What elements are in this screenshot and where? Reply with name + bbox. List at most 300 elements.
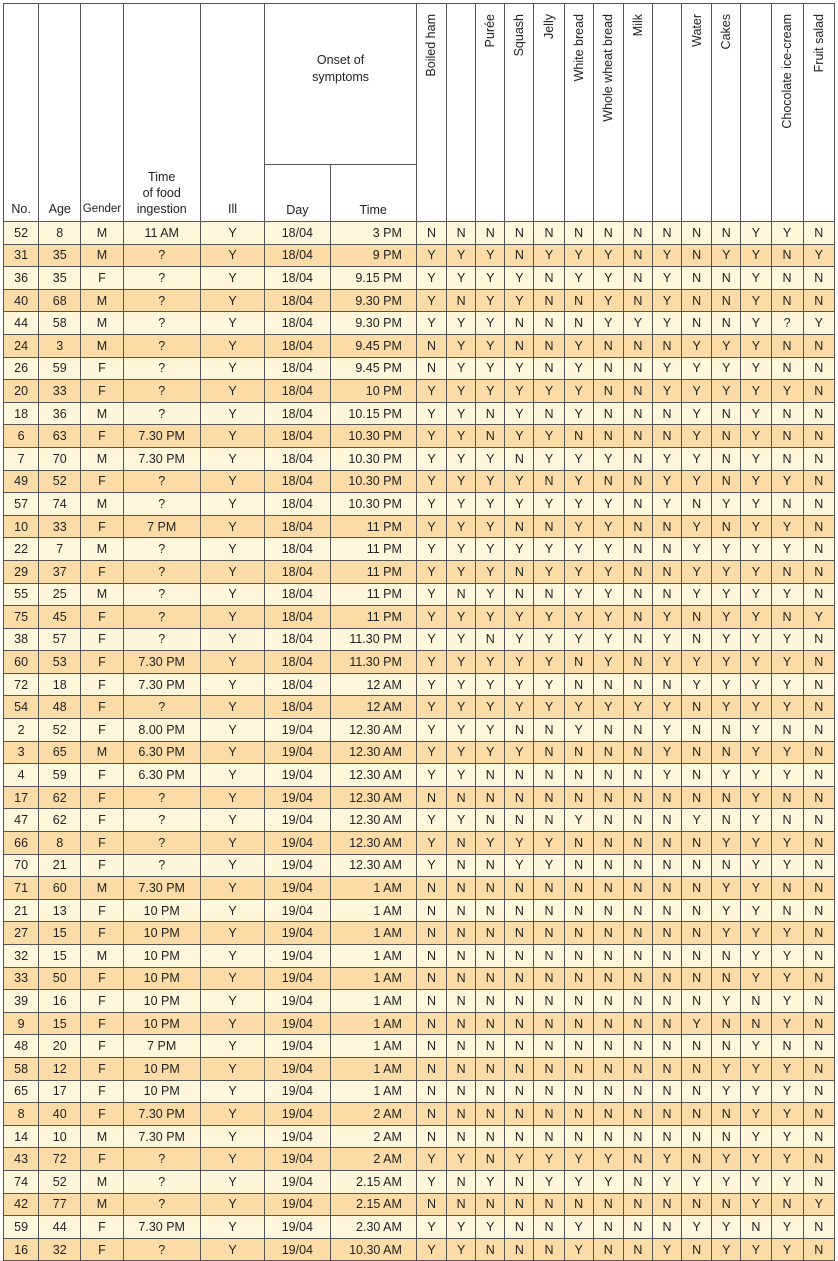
cell-ill: Y	[200, 696, 264, 719]
cell-food-12: N	[771, 244, 803, 267]
cell-food-2: Y	[476, 1216, 505, 1239]
cell-food-7: N	[623, 1170, 652, 1193]
cell-food-3: Y	[505, 470, 534, 493]
cell-food-6: Y	[593, 244, 623, 267]
cell-food-4: N	[534, 990, 564, 1013]
cell-food-1: N	[447, 990, 476, 1013]
cell-time: 10.15 PM	[330, 402, 416, 425]
table-row	[4, 357, 835, 380]
cell-time: 1 AM	[330, 967, 416, 990]
cell-food-7: N	[623, 832, 652, 855]
cell-ill: Y	[200, 538, 264, 561]
cell-food-13: N	[803, 990, 834, 1013]
cell-food-5: Y	[564, 334, 593, 357]
cell-food-5: Y	[564, 380, 593, 403]
cell-time-ingestion: 7.30 PM	[123, 673, 200, 696]
cell-food-6: N	[593, 719, 623, 742]
cell-food-10: Y	[712, 899, 741, 922]
cell-food-2: Y	[476, 651, 505, 674]
cell-food-2: Y	[476, 289, 505, 312]
cell-food-5: N	[564, 312, 593, 335]
cell-food-12: Y	[771, 628, 803, 651]
cell-food-2: N	[476, 1103, 505, 1126]
cell-day: 18/04	[265, 673, 330, 696]
cell-food-1: Y	[447, 1216, 476, 1239]
cell-food-8: N	[652, 222, 681, 245]
cell-food-2: N	[476, 425, 505, 448]
cell-food-0: N	[416, 786, 446, 809]
cell-gender: F	[81, 425, 123, 448]
cell-food-8: N	[652, 854, 681, 877]
cell-food-5: Y	[564, 402, 593, 425]
cell-time-ingestion: 10 PM	[123, 945, 200, 968]
cell-time-ingestion: ?	[123, 402, 200, 425]
cell-food-7: N	[623, 741, 652, 764]
cell-time: 2.30 AM	[330, 1216, 416, 1239]
cell-food-2: N	[476, 1125, 505, 1148]
cell-food-8: N	[652, 922, 681, 945]
cell-food-0: N	[416, 967, 446, 990]
cell-day: 19/04	[265, 719, 330, 742]
cell-age: 33	[39, 380, 81, 403]
cell-food-2: Y	[476, 832, 505, 855]
cell-food-0: N	[416, 945, 446, 968]
cell-no: 71	[4, 877, 39, 900]
cell-time: 10.30 PM	[330, 447, 416, 470]
cell-food-1: Y	[447, 1148, 476, 1171]
cell-food-0: Y	[416, 312, 446, 335]
cell-food-1: N	[447, 1103, 476, 1126]
cell-food-2: Y	[476, 267, 505, 290]
cell-time-ingestion: ?	[123, 493, 200, 516]
cell-food-10: N	[712, 854, 741, 877]
cell-food-4: Y	[534, 651, 564, 674]
cell-food-0: N	[416, 1125, 446, 1148]
cell-food-12: Y	[771, 583, 803, 606]
cell-food-0: Y	[416, 425, 446, 448]
cell-gender: F	[81, 1148, 123, 1171]
header-food-8	[652, 4, 681, 222]
cell-food-10: Y	[712, 583, 741, 606]
cell-food-11: Y	[741, 312, 771, 335]
cell-food-4: N	[534, 1012, 564, 1035]
table-row	[4, 606, 835, 629]
cell-food-6: Y	[593, 560, 623, 583]
cell-gender: F	[81, 267, 123, 290]
cell-food-4: Y	[534, 696, 564, 719]
cell-age: 74	[39, 493, 81, 516]
cell-food-6: N	[593, 922, 623, 945]
cell-food-5: Y	[564, 719, 593, 742]
cell-food-12: N	[771, 402, 803, 425]
cell-food-3: N	[505, 1057, 534, 1080]
cell-food-11: N	[741, 1216, 771, 1239]
cell-time-ingestion: 10 PM	[123, 990, 200, 1013]
cell-food-2: Y	[476, 447, 505, 470]
cell-gender: F	[81, 786, 123, 809]
cell-food-7: N	[623, 425, 652, 448]
cell-food-2: Y	[476, 357, 505, 380]
cell-food-5: N	[564, 854, 593, 877]
cell-food-0: Y	[416, 447, 446, 470]
cell-food-4: N	[534, 1193, 564, 1216]
cell-no: 18	[4, 402, 39, 425]
cell-food-11: Y	[741, 357, 771, 380]
cell-food-1: N	[447, 945, 476, 968]
cell-time-ingestion: ?	[123, 380, 200, 403]
cell-time: 11 PM	[330, 606, 416, 629]
table-row	[4, 1057, 835, 1080]
table-row	[4, 899, 835, 922]
cell-food-4: Y	[534, 854, 564, 877]
cell-food-13: N	[803, 267, 834, 290]
cell-food-13: N	[803, 696, 834, 719]
cell-food-2: Y	[476, 719, 505, 742]
cell-food-10: N	[712, 1125, 741, 1148]
cell-food-2: N	[476, 222, 505, 245]
cell-food-12: Y	[771, 1148, 803, 1171]
cell-gender: M	[81, 402, 123, 425]
cell-time-ingestion: 10 PM	[123, 1057, 200, 1080]
cell-food-1: Y	[447, 334, 476, 357]
cell-food-7: N	[623, 447, 652, 470]
table-row	[4, 1216, 835, 1239]
cell-food-2: N	[476, 1193, 505, 1216]
cell-food-4: N	[534, 786, 564, 809]
cell-no: 32	[4, 945, 39, 968]
cell-time-ingestion: 10 PM	[123, 899, 200, 922]
cell-food-6: N	[593, 1080, 623, 1103]
cell-food-10: N	[712, 267, 741, 290]
cell-food-0: N	[416, 1103, 446, 1126]
cell-food-3: Y	[505, 651, 534, 674]
cell-food-4: N	[534, 741, 564, 764]
cell-food-9: Y	[682, 425, 712, 448]
cell-time: 1 AM	[330, 945, 416, 968]
cell-food-4: N	[534, 267, 564, 290]
cell-time-ingestion: 7 PM	[123, 1035, 200, 1058]
cell-food-11: Y	[741, 967, 771, 990]
cell-food-2: N	[476, 990, 505, 1013]
cell-food-0: Y	[416, 583, 446, 606]
cell-no: 49	[4, 470, 39, 493]
cell-food-10: Y	[712, 357, 741, 380]
cell-food-13: N	[803, 425, 834, 448]
cell-no: 27	[4, 922, 39, 945]
cell-food-5: N	[564, 1125, 593, 1148]
cell-food-12: Y	[771, 470, 803, 493]
cell-no: 47	[4, 809, 39, 832]
cell-day: 18/04	[265, 493, 330, 516]
cell-food-11: Y	[741, 832, 771, 855]
cell-food-11: Y	[741, 741, 771, 764]
cell-food-9: Y	[682, 334, 712, 357]
cell-no: 43	[4, 1148, 39, 1171]
cell-food-7: N	[623, 764, 652, 787]
cell-food-2: N	[476, 1035, 505, 1058]
cell-ill: Y	[200, 312, 264, 335]
cell-age: 18	[39, 673, 81, 696]
cell-food-9: N	[682, 945, 712, 968]
table-row	[4, 741, 835, 764]
cell-food-11: Y	[741, 538, 771, 561]
cell-food-7: N	[623, 809, 652, 832]
table-row	[4, 1238, 835, 1261]
cell-food-5: Y	[564, 493, 593, 516]
cell-food-0: Y	[416, 809, 446, 832]
cell-day: 19/04	[265, 945, 330, 968]
cell-time-ingestion: ?	[123, 832, 200, 855]
cell-food-12: Y	[771, 222, 803, 245]
cell-food-4: Y	[534, 1148, 564, 1171]
cell-food-4: N	[534, 402, 564, 425]
cell-age: 57	[39, 628, 81, 651]
cell-food-10: N	[712, 1012, 741, 1035]
cell-food-12: Y	[771, 990, 803, 1013]
cell-age: 32	[39, 1238, 81, 1261]
cell-food-7: N	[623, 1193, 652, 1216]
cell-food-1: N	[447, 1080, 476, 1103]
cell-day: 18/04	[265, 583, 330, 606]
cell-day: 18/04	[265, 402, 330, 425]
cell-food-9: N	[682, 1238, 712, 1261]
cell-gender: F	[81, 1080, 123, 1103]
cell-food-5: N	[564, 786, 593, 809]
cell-food-5: N	[564, 673, 593, 696]
cell-gender: F	[81, 470, 123, 493]
cell-food-8: Y	[652, 741, 681, 764]
header-no: No.	[4, 4, 39, 222]
table-row	[4, 402, 835, 425]
cell-gender: M	[81, 945, 123, 968]
cell-food-12: Y	[771, 696, 803, 719]
cell-ill: Y	[200, 809, 264, 832]
cell-food-3: N	[505, 764, 534, 787]
header-food-4: Jelly	[534, 4, 564, 222]
table-row	[4, 786, 835, 809]
cell-food-4: N	[534, 222, 564, 245]
cell-food-9: Y	[682, 470, 712, 493]
cell-food-11: Y	[741, 1057, 771, 1080]
cell-food-3: N	[505, 1103, 534, 1126]
cell-food-9: Y	[682, 560, 712, 583]
cell-food-9: N	[682, 854, 712, 877]
cell-food-12: Y	[771, 854, 803, 877]
cell-food-8: N	[652, 1193, 681, 1216]
cell-food-11: Y	[741, 1238, 771, 1261]
cell-ill: Y	[200, 267, 264, 290]
cell-food-13: N	[803, 899, 834, 922]
header-time: Time	[330, 165, 416, 222]
cell-food-12: Y	[771, 1238, 803, 1261]
cell-food-0: N	[416, 1035, 446, 1058]
cell-food-11: Y	[741, 560, 771, 583]
cell-food-5: Y	[564, 1148, 593, 1171]
header-day: Day	[265, 165, 330, 222]
cell-food-12: N	[771, 447, 803, 470]
cell-food-5: N	[564, 945, 593, 968]
cell-food-13: N	[803, 334, 834, 357]
cell-time-ingestion: ?	[123, 334, 200, 357]
cell-day: 19/04	[265, 899, 330, 922]
cell-food-10: N	[712, 1035, 741, 1058]
cell-food-2: Y	[476, 312, 505, 335]
cell-food-5: N	[564, 764, 593, 787]
cell-food-1: Y	[447, 560, 476, 583]
cell-food-4: N	[534, 922, 564, 945]
cell-age: 10	[39, 1125, 81, 1148]
cell-food-7: N	[623, 515, 652, 538]
cell-food-12: Y	[771, 1012, 803, 1035]
cell-food-2: N	[476, 764, 505, 787]
cell-time: 12 AM	[330, 673, 416, 696]
cell-food-5: N	[564, 832, 593, 855]
cell-food-2: N	[476, 899, 505, 922]
cell-time-ingestion: ?	[123, 696, 200, 719]
cell-ill: Y	[200, 583, 264, 606]
cell-food-0: Y	[416, 267, 446, 290]
cell-food-6: Y	[593, 1148, 623, 1171]
cell-age: 3	[39, 334, 81, 357]
cell-food-10: N	[712, 741, 741, 764]
cell-food-0: Y	[416, 741, 446, 764]
cell-time-ingestion: 7.30 PM	[123, 1103, 200, 1126]
cell-food-3: Y	[505, 854, 534, 877]
cell-food-9: N	[682, 832, 712, 855]
cell-age: 16	[39, 990, 81, 1013]
cell-food-10: Y	[712, 651, 741, 674]
cell-food-12: N	[771, 357, 803, 380]
cell-food-10: N	[712, 312, 741, 335]
cell-ill: Y	[200, 606, 264, 629]
cell-ill: Y	[200, 470, 264, 493]
cell-food-13: N	[803, 809, 834, 832]
cell-food-12: Y	[771, 1125, 803, 1148]
cell-gender: F	[81, 719, 123, 742]
cell-food-3: N	[505, 990, 534, 1013]
cell-food-10: Y	[712, 493, 741, 516]
cell-food-6: Y	[593, 312, 623, 335]
cell-food-4: Y	[534, 425, 564, 448]
table-row	[4, 1035, 835, 1058]
cell-age: 12	[39, 1057, 81, 1080]
cell-age: 52	[39, 1170, 81, 1193]
cell-gender: F	[81, 1103, 123, 1126]
cell-food-5: Y	[564, 1238, 593, 1261]
cell-food-9: N	[682, 1080, 712, 1103]
header-ill: Ill	[200, 4, 264, 222]
cell-food-13: N	[803, 1238, 834, 1261]
cell-food-13: N	[803, 741, 834, 764]
cell-food-5: N	[564, 1103, 593, 1126]
cell-food-8: Y	[652, 651, 681, 674]
cell-food-2: N	[476, 967, 505, 990]
cell-food-10: Y	[712, 560, 741, 583]
cell-food-1: Y	[447, 447, 476, 470]
cell-food-5: N	[564, 741, 593, 764]
header-food-1	[447, 4, 476, 222]
cell-food-9: N	[682, 1057, 712, 1080]
cell-day: 19/04	[265, 1057, 330, 1080]
cell-age: 63	[39, 425, 81, 448]
cell-ill: Y	[200, 877, 264, 900]
cell-time-ingestion: ?	[123, 1148, 200, 1171]
cell-food-13: Y	[803, 1193, 834, 1216]
cell-food-6: N	[593, 1216, 623, 1239]
cell-food-13: Y	[803, 244, 834, 267]
cell-ill: Y	[200, 425, 264, 448]
cell-food-1: Y	[447, 719, 476, 742]
cell-age: 53	[39, 651, 81, 674]
cell-time-ingestion: 7.30 PM	[123, 447, 200, 470]
cell-time-ingestion: ?	[123, 809, 200, 832]
header-food-13: Fruit salad	[803, 4, 834, 222]
food-history-table	[3, 3, 835, 1261]
cell-day: 19/04	[265, 922, 330, 945]
cell-gender: F	[81, 696, 123, 719]
cell-food-2: Y	[476, 538, 505, 561]
cell-food-8: N	[652, 877, 681, 900]
cell-no: 9	[4, 1012, 39, 1035]
table-row	[4, 673, 835, 696]
table-row	[4, 628, 835, 651]
cell-gender: F	[81, 673, 123, 696]
cell-food-7: N	[623, 380, 652, 403]
cell-ill: Y	[200, 764, 264, 787]
cell-food-11: Y	[741, 1170, 771, 1193]
cell-ill: Y	[200, 673, 264, 696]
cell-food-5: Y	[564, 1170, 593, 1193]
cell-food-8: N	[652, 967, 681, 990]
cell-food-10: N	[712, 945, 741, 968]
cell-food-7: N	[623, 1080, 652, 1103]
cell-gender: F	[81, 560, 123, 583]
cell-food-10: Y	[712, 1057, 741, 1080]
cell-ill: Y	[200, 1238, 264, 1261]
cell-food-11: Y	[741, 515, 771, 538]
cell-food-2: Y	[476, 696, 505, 719]
cell-food-2: Y	[476, 583, 505, 606]
cell-food-10: N	[712, 402, 741, 425]
cell-age: 40	[39, 1103, 81, 1126]
cell-food-1: Y	[447, 696, 476, 719]
cell-food-8: N	[652, 538, 681, 561]
cell-food-10: Y	[712, 334, 741, 357]
cell-food-4: Y	[534, 606, 564, 629]
cell-no: 21	[4, 899, 39, 922]
cell-food-1: Y	[447, 493, 476, 516]
cell-food-11: Y	[741, 696, 771, 719]
cell-time-ingestion: ?	[123, 583, 200, 606]
cell-ill: Y	[200, 854, 264, 877]
cell-no: 7	[4, 447, 39, 470]
cell-food-0: Y	[416, 470, 446, 493]
table-row	[4, 244, 835, 267]
cell-age: 36	[39, 402, 81, 425]
cell-food-6: N	[593, 945, 623, 968]
cell-ill: Y	[200, 786, 264, 809]
cell-food-4: N	[534, 1103, 564, 1126]
cell-day: 18/04	[265, 380, 330, 403]
cell-food-4: N	[534, 719, 564, 742]
cell-time: 1 AM	[330, 1035, 416, 1058]
cell-age: 15	[39, 922, 81, 945]
cell-food-13: N	[803, 289, 834, 312]
cell-food-2: Y	[476, 606, 505, 629]
cell-food-6: N	[593, 854, 623, 877]
cell-food-0: Y	[416, 515, 446, 538]
cell-food-3: Y	[505, 832, 534, 855]
